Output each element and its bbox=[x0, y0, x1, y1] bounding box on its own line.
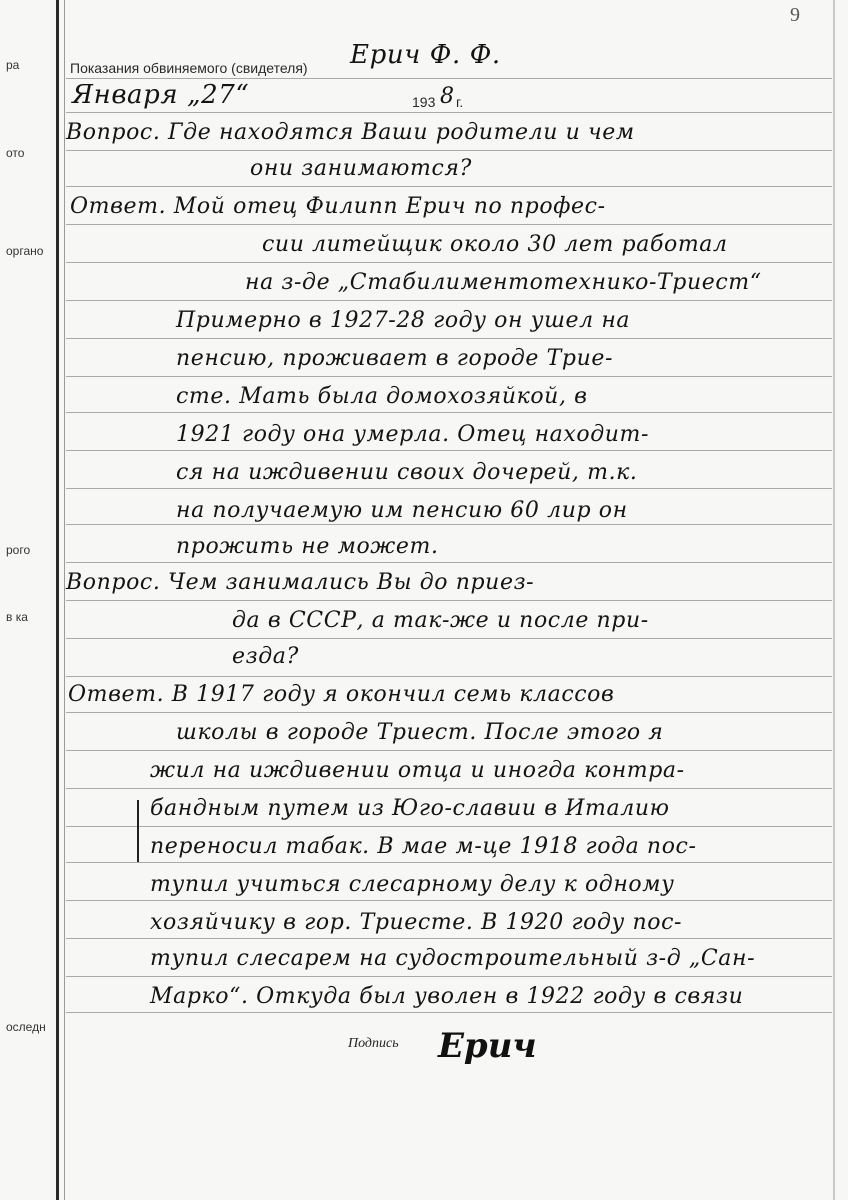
ruled-line bbox=[66, 78, 832, 79]
ruled-line bbox=[66, 412, 832, 413]
text-line: они занимаются? bbox=[250, 156, 472, 181]
signature: Ерич bbox=[438, 1026, 537, 1066]
ruled-line bbox=[66, 1012, 832, 1013]
ruled-line bbox=[66, 712, 832, 713]
text-line: сте. Мать была домохозяйкой, в bbox=[176, 384, 588, 409]
testimony-label: Показания обвиняемого (свидетеля) bbox=[70, 60, 308, 76]
year-suffix: г. bbox=[456, 94, 464, 110]
text-line: езда? bbox=[232, 644, 299, 669]
ruled-line bbox=[66, 638, 832, 639]
signature-label: Подпись bbox=[348, 1036, 399, 1051]
text-line: Марко“. Откуда был уволен в 1922 году в связи bbox=[150, 984, 744, 1009]
page-number: 9 bbox=[790, 4, 800, 26]
margin-fragment: органо bbox=[6, 244, 44, 258]
text-line: 1921 году она умерла. Отец находит- bbox=[176, 422, 650, 447]
ruled-line bbox=[66, 262, 832, 263]
ruled-line bbox=[66, 224, 832, 225]
text-line: хозяйчику в гор. Триесте. В 1920 году пос- bbox=[150, 910, 683, 935]
text-line: Ответ. В 1917 году я окончил семь классов bbox=[68, 682, 615, 707]
margin-fragment: оследн bbox=[6, 1020, 46, 1034]
ruled-line bbox=[66, 788, 832, 789]
defendant-name: Ерич Ф. Ф. bbox=[350, 40, 501, 70]
text-line: Вопрос. Где находятся Ваши родители и чем bbox=[66, 120, 635, 145]
margin-fragment: в ка bbox=[6, 610, 28, 624]
text-line: жил на иждивении отца и иногда контра- bbox=[150, 758, 685, 783]
text-line: Примерно в 1927-28 году он ушел на bbox=[176, 308, 631, 333]
text-line: Ответ. Мой отец Филипп Ерич по профес- bbox=[70, 194, 606, 219]
ruled-line bbox=[66, 300, 832, 301]
text-line: Вопрос. Чем занимались Вы до приез- bbox=[66, 570, 535, 595]
ruled-line bbox=[66, 676, 832, 677]
margin-fragment: ото bbox=[6, 146, 25, 160]
ruled-line bbox=[66, 150, 832, 151]
text-line: на получаемую им пенсию 60 лир он bbox=[176, 498, 628, 523]
text-line: прожить не может. bbox=[176, 534, 439, 559]
text-line: школы в городе Триест. После этого я bbox=[176, 720, 664, 745]
ruled-line bbox=[66, 450, 832, 451]
margin-fragment: рого bbox=[6, 543, 31, 557]
text-line: сии литейщик около 30 лет работал bbox=[262, 232, 728, 257]
text-line: пенсию, проживает в городе Трие- bbox=[176, 346, 614, 371]
text-line: на з-де „Стабилиментотехнико-Триест“ bbox=[245, 270, 762, 295]
text-line: тупил учиться слесарному делу к одному bbox=[150, 872, 675, 897]
binding-line bbox=[56, 0, 59, 1200]
ruled-line bbox=[66, 938, 832, 939]
year-handwritten: 8 bbox=[440, 84, 455, 109]
ruled-line bbox=[66, 376, 832, 377]
ruled-line bbox=[66, 600, 832, 601]
year-printed: 193 bbox=[412, 94, 436, 110]
binding-line-secondary bbox=[64, 0, 65, 1200]
text-line: ся на иждивении своих дочерей, т.к. bbox=[176, 460, 638, 485]
ruled-line bbox=[66, 976, 832, 977]
text-line: бандным путем из Юго-славии в Италию bbox=[150, 796, 670, 821]
ruled-line bbox=[66, 186, 832, 187]
margin-fragment: ра bbox=[6, 58, 20, 72]
ruled-line bbox=[66, 112, 832, 113]
text-line: переносил табак. В мае м-це 1918 года пос- bbox=[150, 834, 697, 859]
ruled-line bbox=[66, 862, 832, 863]
date-handwritten: Января „27“ bbox=[72, 80, 250, 110]
ruled-line bbox=[66, 562, 832, 563]
ruled-line bbox=[66, 826, 832, 827]
ruled-line bbox=[66, 488, 832, 489]
ruled-line bbox=[66, 750, 832, 751]
text-line: да в СССР, а так-же и после при- bbox=[232, 608, 649, 633]
page-right-edge bbox=[833, 0, 835, 1200]
ruled-line bbox=[66, 338, 832, 339]
text-line: тупил слесарем на судостроительный з-д „Сан- bbox=[150, 946, 756, 971]
ruled-line bbox=[66, 524, 832, 525]
margin-bracket bbox=[137, 800, 145, 862]
ruled-line bbox=[66, 900, 832, 901]
